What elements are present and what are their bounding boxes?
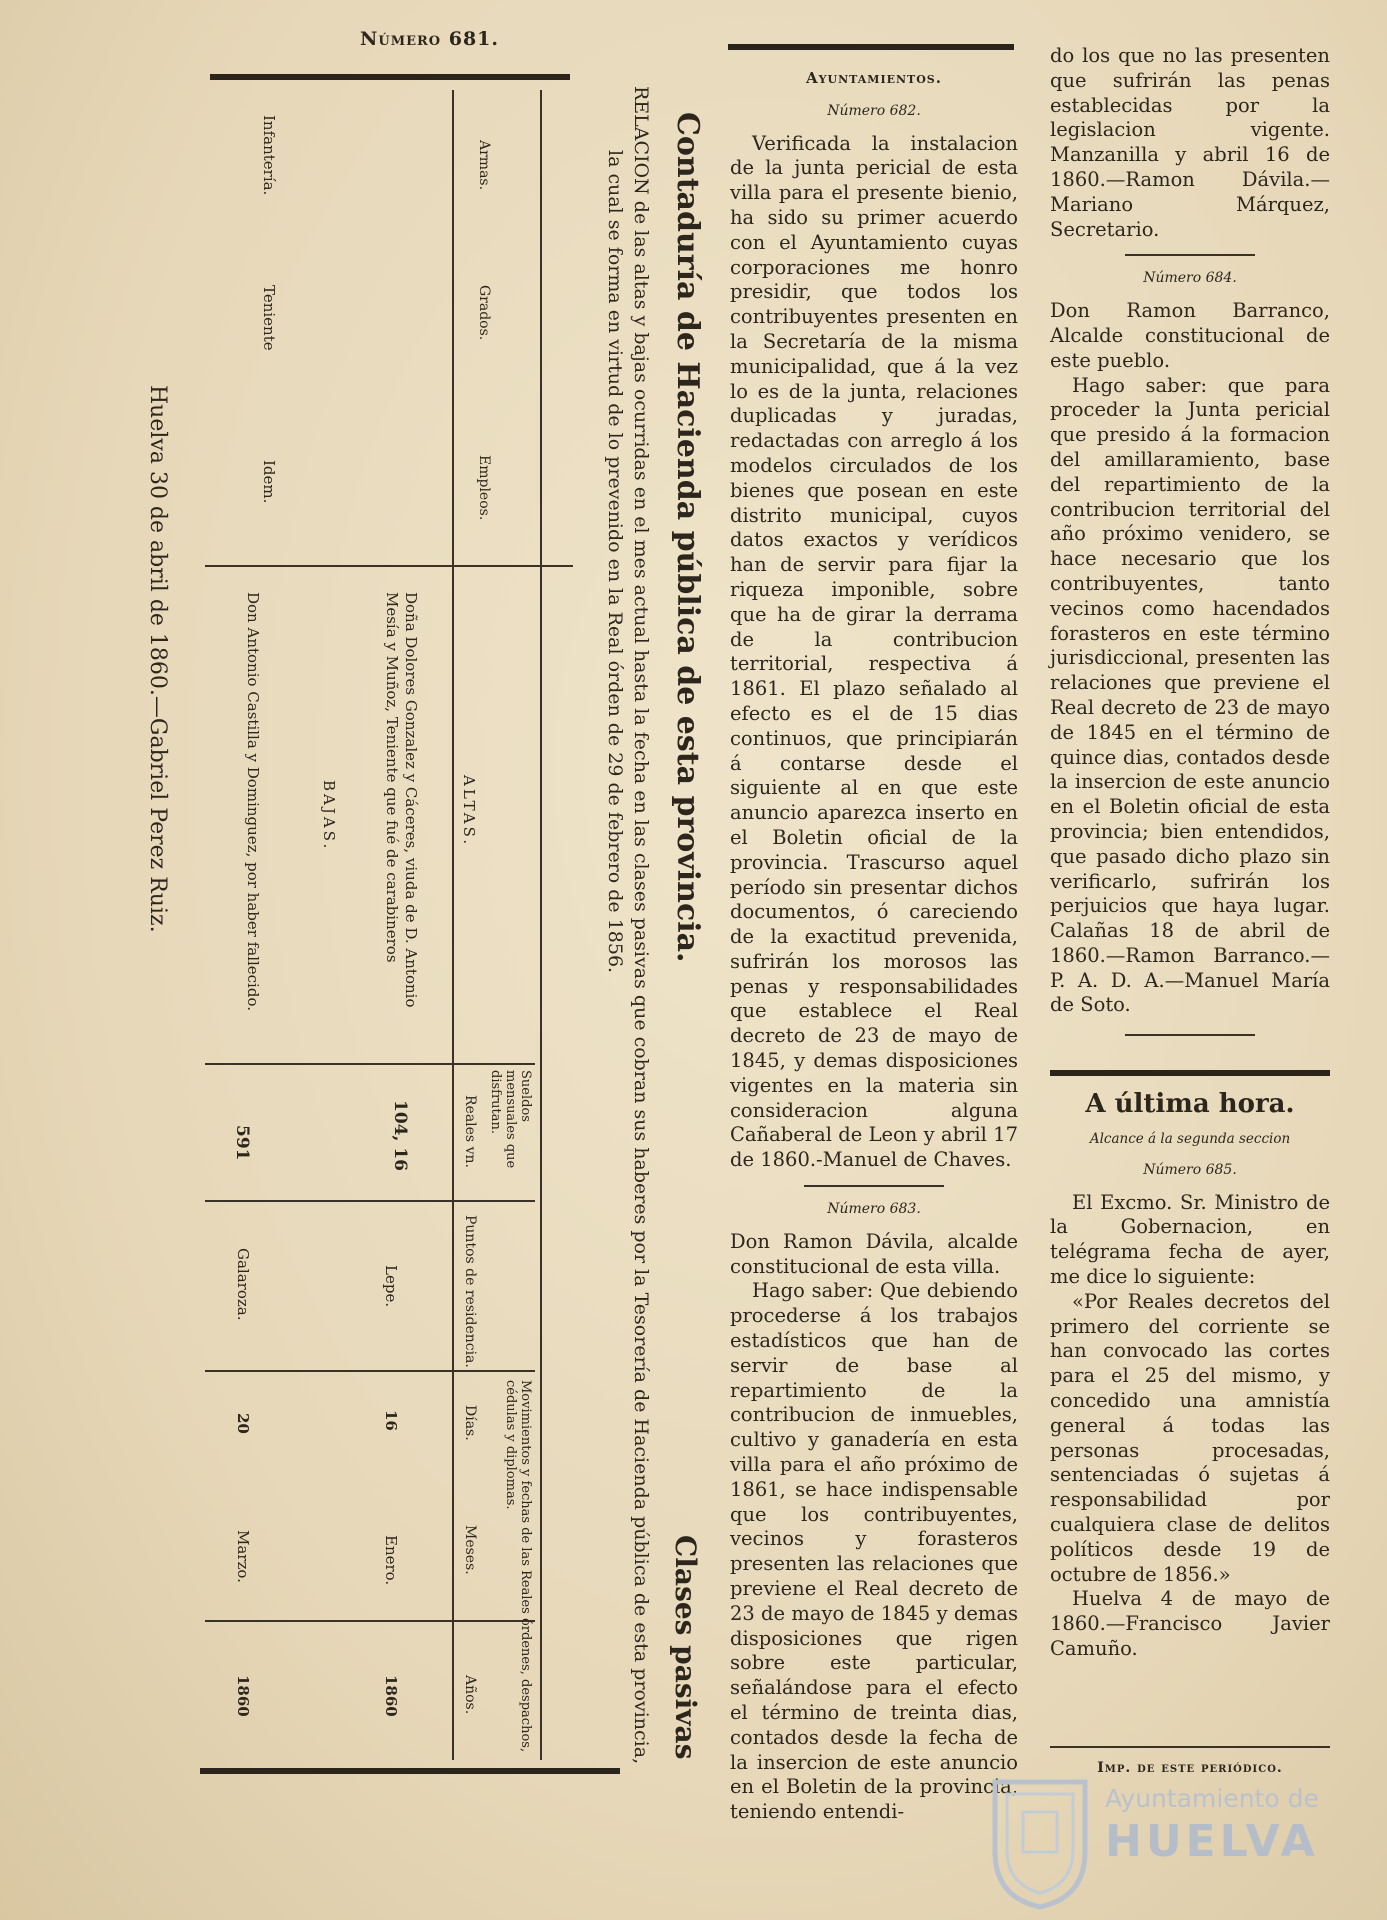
ayuntamientos-column: [730, 60, 1018, 1825]
table-line: [452, 90, 454, 1760]
contaduria-title: Contaduría de Hacienda pública de esta provincia.: [670, 112, 705, 963]
row2-dia: 20: [234, 1413, 252, 1434]
row1-reales: 104, 16: [390, 1100, 410, 1171]
numero-684-text: Hago saber: que para proceder la Junta pericial que presido á la formacion del amillaramiento, base del repartimiento de la contribucion territorial del año próximo venidero, se hace necesario que los contribuyentes, tanto vecinos como hacendados forasteros en este término jurisdiccional, presenten las relaciones que previene el Real decreto de 23 de mayo de 1845 en el término de quince dias, contados desde la insercion de este anuncio en el Boletin oficial de esta provincia; bien entendidos, que pasado dicho plazo sin verificarlo, sufrirán los perjuicios que haya lugar. Calañas 18 de abril de 1860.—Ramon Barranco.—P. A. D. A.—Manuel María de Soto.: [1050, 373, 1330, 1017]
col-armas: Armas.: [476, 140, 492, 191]
ultima-hora-p2: «Por Reales decretos del primero del corriente se han convocado las cortes para el 25 del mismo, y concedido una amnistía general á todas las personas procesadas, sentenciadas ó sujetas á responsabilidad por cualquiera clase de delitos políticos desde 19 de octubre de 1856.»: [1050, 1289, 1330, 1586]
row2-name: Don Antonio Castilla y Dominguez, por haber fallecido.: [244, 592, 262, 1011]
numero-683-heading: Número 683.: [827, 1201, 921, 1218]
section-rule: [1050, 1070, 1330, 1076]
alcance-subheading: Alcance á la segunda seccion: [1089, 1131, 1291, 1148]
table-line: [205, 565, 573, 567]
ultima-hora-p1: El Excmo. Sr. Ministro de la Gobernacion, en telégrama fecha de ayer, me dice lo siguiente:: [1050, 1190, 1330, 1289]
table-line: [205, 1063, 535, 1065]
numero-684-heading: Número 684.: [1143, 270, 1237, 287]
altas-label: ALTAS.: [460, 775, 478, 848]
top-rule-left: [210, 74, 570, 80]
row2-ano: 1860: [234, 1675, 252, 1717]
numero-683-continuation: do los que no las presenten que sufrirán las penas establecidas por la legislacion vigente. Manzanilla y abril 16 de 1860.—Ramon Dávila.—Mariano Márquez, Secretario.: [1050, 44, 1330, 241]
bottom-rule-left: [200, 1768, 620, 1774]
row2-reales: 591: [232, 1125, 252, 1161]
imprenta-rule: [1050, 1746, 1330, 1748]
numero-682-heading: Número 682.: [827, 102, 921, 119]
col-reales: Reales vn.: [462, 1095, 478, 1168]
separator: [804, 1185, 944, 1187]
imprenta-line: Imp. de este periódico.: [1097, 1759, 1283, 1776]
col-grados: Grados.: [476, 285, 492, 341]
row1-punto: Lepe.: [382, 1265, 400, 1308]
row-empleo: Idem.: [260, 460, 278, 504]
ultima-hora-p3: Huelva 4 de mayo de 1860.—Francisco Javier Camuño.: [1050, 1587, 1330, 1661]
numero-685-heading: Número 685.: [1143, 1161, 1237, 1178]
separator: [1125, 1034, 1255, 1036]
clases-pasivas-title: Clases pasivas: [669, 1535, 702, 1760]
row1-name: Doña Dolores Gonzalez y Cáceres, viuda de D. Antonio Mesía y Muñoz, Teniente que fué de carabineros: [383, 592, 420, 1008]
table-line: [205, 1370, 535, 1372]
top-rule-ayuntamientos: [728, 44, 1014, 50]
contaduria-intro-1: RELACION de las altas y bajas ocurridas en el mes actual hasta la fecha en las clases pasivas que cobran sus haberes por la Tesorería de Hacienda pública de esta provincia,: [630, 86, 652, 1765]
numero-683-title: Don Ramon Dávila, alcalde constitucional de esta villa.: [730, 1229, 1018, 1278]
contaduria-signature: Huelva 30 de abril de 1860.—Gabriel Perez Ruiz.: [145, 385, 170, 933]
right-column: [1050, 44, 1330, 1781]
table-line: [205, 1620, 535, 1622]
contaduria-intro-2: la cual se forma en virtud de lo prevenido en la Real órden de 29 de febrero de 1856.: [604, 150, 626, 974]
archive-watermark: [985, 1772, 1385, 1920]
numero-682-text: Verificada la instalacion de la junta pericial de esta villa para el presente bienio, ha sido su primer acuerdo con el Ayuntamiento cuyas corporaciones me honro presidir, que todos los contribuyentes presenten en la Secretaría de la misma municipalidad, que á la vez lo es de la junta, relaciones duplicadas y juradas, redactadas con arreglo á los modelos circulados de los bienes que posean en este distrito municipal, cuyos datos exactos y verídicos han de servir para fijar la riqueza imponible, sobre que ha de girar la derrama de la contribucion territorial, respectiva á 1861. El plazo señalado al efecto es el de 15 dias continuos, que principiarán á contarse desde el siguiente al en que este anuncio aparezca inserto en el Boletin oficial de la provincia. Trascurso aquel período sin presentar dichos documentos, ó careciendo de la exactitud prevenida, sufrirán los morosos las penas y responsabilidades que establece el Real decreto de 23 de mayo de 1845, y demas disposiciones vigentes en la materia sin consideracion alguna Cañaberal de Leon y abril 17 de 1860.-Manuel de Chaves.: [730, 131, 1018, 1172]
col-dias: Días.: [462, 1405, 478, 1441]
col-anos: Años.: [462, 1675, 478, 1715]
numero-683-text: Hago saber: Que debiendo procederse á los trabajos estadísticos que han de servir de base al repartimiento de la contribucion de inmuebles, cultivo y ganadería en esta villa para el año próximo de 1861, se hace indispensable que los contribuyentes, vecinos y forasteros presenten las relaciones que previene el Real decreto de 23 de mayo de 1845 y demas disposiciones que rigen sobre este particular, señalándose para el efecto el término de treinta dias, contados desde la fecha de la insercion de este anuncio en el Boletin de la provincia, teniendo entendi-: [730, 1279, 1018, 1824]
col-sueldos: Sueldos mensuales que disfrutan.: [488, 1070, 533, 1169]
row-grado: Teniente: [260, 285, 278, 351]
separator: [1125, 254, 1255, 256]
col-meses: Meses.: [462, 1525, 478, 1575]
table-line: [540, 90, 542, 1760]
row1-ano: 1860: [382, 1675, 400, 1717]
table-line: [205, 1200, 535, 1202]
row1-mes: Enero.: [382, 1535, 400, 1586]
watermark-line2: HUELVA: [1105, 1816, 1319, 1867]
col-puntos: Puntos de residencia.: [462, 1215, 478, 1368]
row1-dia: 16: [382, 1410, 400, 1431]
city-seal-icon: [985, 1772, 1095, 1912]
page-number: Número 681.: [360, 28, 500, 50]
ultima-hora-heading: A última hora.: [1085, 1089, 1295, 1120]
row2-punto: Galaroza.: [234, 1248, 252, 1321]
watermark-line1: Ayuntamiento de: [1105, 1784, 1319, 1813]
bajas-label: BAJAS.: [320, 780, 338, 852]
ayuntamientos-heading: Ayuntamientos.: [806, 69, 942, 87]
row-arma: Infantería.: [260, 115, 278, 196]
col-empleos: Empleos.: [476, 455, 492, 521]
numero-684-title: Don Ramon Barranco, Alcalde constitucional de este pueblo.: [1050, 299, 1330, 372]
col-movimientos: Movimientos y fechas de las Reales órdenes, despachos, cédulas y diplomas.: [503, 1380, 533, 1753]
row2-mes: Marzo.: [234, 1530, 252, 1583]
